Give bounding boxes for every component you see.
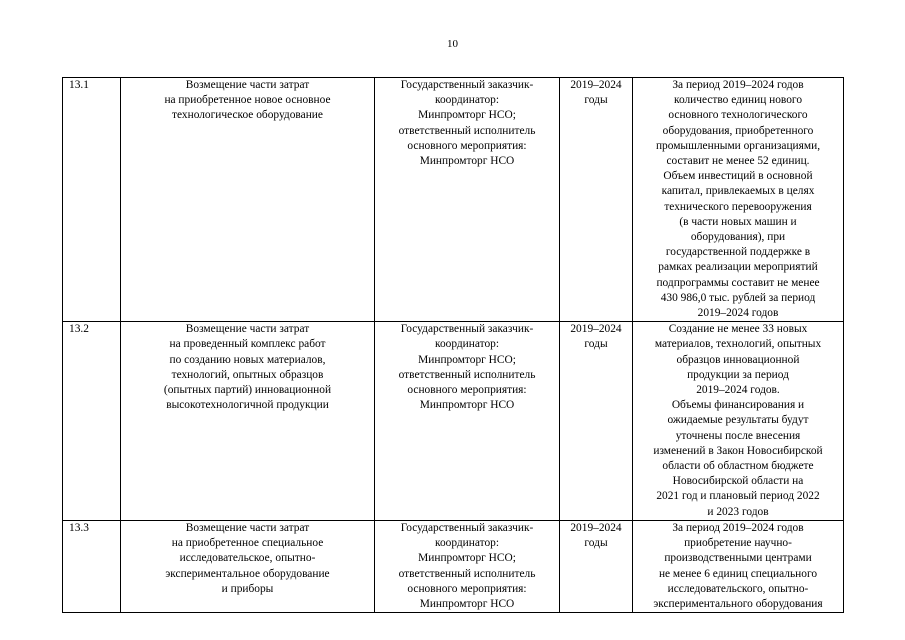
- responsible-parties: Государственный заказчик- координатор: Минпромторг НСО; ответственный исполнитель основного мероприятия: Минпромторг НСО: [375, 322, 560, 521]
- responsible-parties: Государственный заказчик- координатор: Минпромторг НСО; ответственный исполнитель основного мероприятия: Минпромторг НСО: [375, 78, 560, 322]
- expected-result: Создание не менее 33 новых материалов, технологий, опытных образцов инновационной продукции за период 2019–2024 годов. Объемы финансирования и ожидаемые результаты будут уточнены после внесения изменений в Закон Новосибирской области об областном бюджете Новосибирской области на 2021 год и плановый период 2022 и 2023 годов: [633, 322, 844, 521]
- expected-result: За период 2019–2024 годов приобретение научно- производственными центрами не менее 6 единиц специального исследовательского, опытно- экспериментального оборудования: [633, 520, 844, 612]
- measure-name: Возмещение части затрат на проведенный комплекс работ по созданию новых материалов, технологий, опытных образцов (опытных партий) инновационной высокотехнологичной продукции: [121, 322, 375, 521]
- row-number: 13.1: [63, 78, 121, 322]
- responsible-parties: Государственный заказчик- координатор: Минпромторг НСО; ответственный исполнитель основного мероприятия: Минпромторг НСО: [375, 520, 560, 612]
- measure-name: Возмещение части затрат на приобретенное специальное исследовательское, опытно- экспериментальное оборудование и приборы: [121, 520, 375, 612]
- implementation-period: 2019–2024 годы: [560, 322, 633, 521]
- table-row: [63, 78, 844, 322]
- page-number: 10: [447, 38, 458, 50]
- row-number: 13.2: [63, 322, 121, 521]
- implementation-period: 2019–2024 годы: [560, 78, 633, 322]
- measures-table: [62, 77, 844, 613]
- measure-name: Возмещение части затрат на приобретенное новое основное технологическое оборудование: [121, 78, 375, 322]
- table-row: [63, 520, 844, 612]
- implementation-period: 2019–2024 годы: [560, 520, 633, 612]
- row-number: 13.3: [63, 520, 121, 612]
- table-row: [63, 322, 844, 521]
- expected-result: За период 2019–2024 годов количество единиц нового основного технологического оборудования, приобретенного промышленными организациями, составит не менее 52 единиц. Объем инвестиций в основной капитал, привлекаемых в целях технического перевооружения (в части новых машин и оборудования), при государственной поддержке в рамках реализации мероприятий подпрограммы составит не менее 430 986,0 тыс. рублей за период 2019–2024 годов: [633, 78, 844, 322]
